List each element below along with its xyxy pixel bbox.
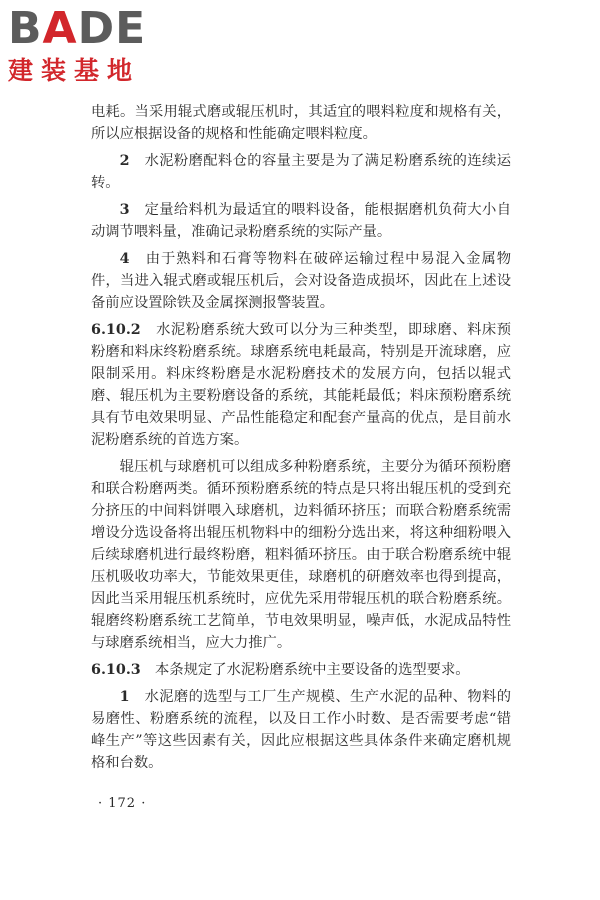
paragraph-text: 水泥粉磨系统大致可以分为三种类型，即球磨、料床预粉磨和料床终粉磨系统。球磨系统电耗最高，特别是开流球磨，应限制采用。料床终粉磨是水泥粉磨技术的发展方向，包括以辊式磨、辊压机为主要粉磨设备的系统，其能耗最低；料床预粉磨系统具有节电效果明显、产品性能稳定和配套产量高的优点，是目前水泥粉磨系统的首选方案。 — [91, 322, 511, 448]
item-number: 4 — [119, 251, 130, 267]
page-number: · 172 · — [98, 796, 147, 811]
paragraph — [91, 199, 511, 243]
paragraph-text: 由于熟料和石膏等物料在破碎运输过程中易混入金属物件，当进入辊式磨或辊压机后，会对设备造成损坏，因此在上述设备前应设置除铁及金属探测报警装置。 — [91, 251, 511, 311]
paragraph — [91, 456, 511, 654]
logo-subtitle: 建装基地 — [8, 56, 141, 85]
paragraph-text: 电耗。当采用辊式磨或辊压机时，其适宜的喂料粒度和规格有关，所以应根据设备的规格和性能确定喂料粒度。 — [91, 104, 511, 142]
paragraph — [91, 248, 511, 314]
paragraph-text: 辊压机与球磨机可以组成多种粉磨系统，主要分为循环预粉磨和联合粉磨两类。循环预粉磨系统的特点是只将出辊压机的受到充分挤压的中间料饼喂入球磨机，边料循环挤压；而联合粉磨系统需增设分选设备将出辊压机物料中的细粉分选出来，将这种细粉喂入后续球磨机进行最终粉磨，粗料循环挤压。由于联合粉磨系统中辊压机吸收功率大，节能效果更佳，球磨机的研磨效率也得到提高，因此当采用辊压机系统时，应优先采用带辊压机的联合粉磨系统。辊磨终粉磨系统工艺简单，节电效果明显，噪声低，水泥成品特性与球磨系统相当，应大力推广。 — [91, 459, 511, 651]
paragraph — [91, 686, 511, 774]
logo-wordmark — [8, 4, 178, 54]
logo-letter-b: B — [8, 3, 43, 54]
clause-number: 6.10.3 — [91, 662, 141, 678]
logo-letter-a: A — [42, 3, 78, 54]
clause-number: 6.10.2 — [91, 322, 141, 338]
brand-logo — [8, 4, 178, 85]
clause-paragraph — [91, 319, 511, 451]
logo-letters-de: DE — [77, 3, 147, 54]
paragraph-text: 本条规定了水泥粉磨系统中主要设备的选型要求。 — [140, 662, 470, 678]
paragraph — [91, 101, 511, 145]
document-body — [91, 101, 511, 779]
clause-paragraph — [91, 659, 511, 681]
paragraph-text: 水泥磨的选型与工厂生产规模、生产水泥的品种、物料的易磨性、粉磨系统的流程，以及日工作小时数、是否需要考虑“错峰生产”等这些因素有关，因此应根据这些具体条件来确定磨机规格和台数。 — [91, 689, 511, 771]
paragraph — [91, 150, 511, 194]
item-number: 3 — [119, 202, 130, 218]
paragraph-text: 定量给料机为最适宜的喂料设备，能根据磨机负荷大小自动调节喂料量，准确记录粉磨系统的实际产量。 — [91, 202, 511, 240]
paragraph-text: 水泥粉磨配料仓的容量主要是为了满足粉磨系统的连续运转。 — [91, 153, 511, 191]
item-number: 1 — [119, 689, 130, 705]
item-number: 2 — [119, 153, 130, 169]
